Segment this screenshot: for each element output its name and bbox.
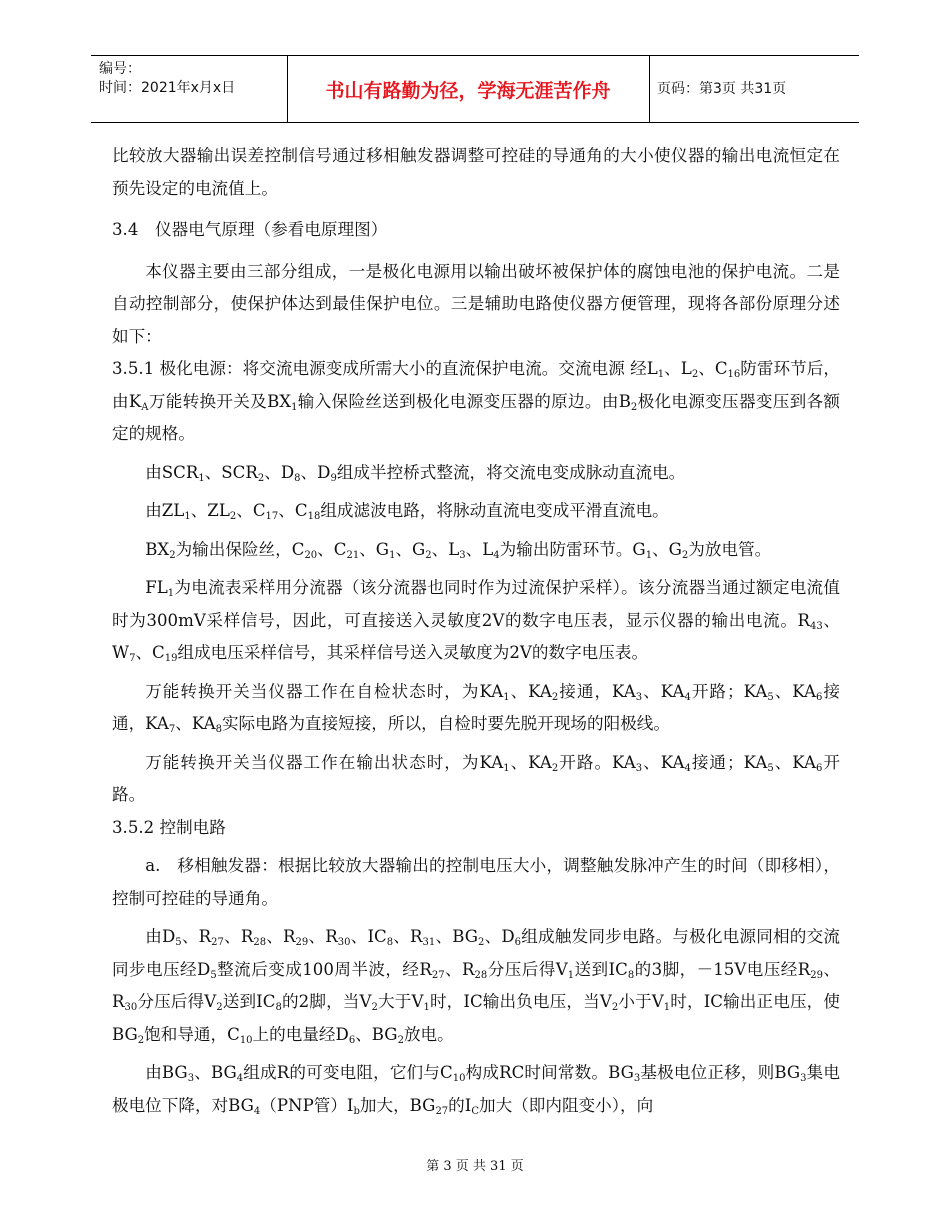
paragraph: 万能转换开关当仪器工作在输出状态时，为$KA_1$、$KA_2$开路。$KA_3$、$KA_4$接通；$KA_5$、$KA_6$开路。 <box>112 752 840 804</box>
paragraph: 本仪器主要由三部分组成，一是极化电源用以输出破坏被保护体的腐蚀电池的保护电流。二是自动控制部分，使保护体达到最佳保护电位。三是辅助电路使仪器方便管理，现将各部份原理分述如下： <box>112 261 840 346</box>
section-heading-3-5-2: 3.5.2 控制电路 <box>112 817 226 837</box>
section-3-5-1: 3.5.1 极化电源：将交流电源变成所需大小的直流保护电流。交流电源 经$L_1$、$L_2$、$C_{16}$防雷环节后，由$K_A$万能转换开关及$BX_1$输入保险丝送到极化电源变压器的原边。由$B_2$极化电源变压器变压到各额定的规格。 <box>112 359 841 443</box>
page-header <box>91 55 859 123</box>
paragraph: 比较放大器输出误差控制信号通过移相触发器调整可控硅的导通角的大小使仪器的输出电流恒定在预先设定的电流值上。 <box>112 146 840 198</box>
section-heading-3-4: 3.4 仪器电气原理（参看电原理图） <box>112 220 388 239</box>
paragraph: 由$D_5$、$R_{27}$、$R_{28}$、$R_{29}$、$R_{30}$、$IC_8$、$R_{31}$、$BG_2$、$D_6$组成触发同步电路。与极化电源同相的交流同步电压经$D_5$整流后变成100周半波，经$R_{27}$、$R_{28}$分压后得$V_1$送到$IC_8$的3脚，－15V电压经$R_{29}$、$R_{30}$分压后得$V_2$送到$IC_8$的2脚，当$V_2$大于$V_1$时，IC输出负电压，当$V_2$小于$V_1$时，IC输出正电压，使$BG_2$饱和导通，$C_{10}$上的电量经$D_6$、$BG_2$放电。 <box>112 927 841 1046</box>
document-body <box>112 140 840 1122</box>
paragraph: 万能转换开关当仪器工作在自检状态时，为$KA_1$、$KA_2$接通，$KA_3$、$KA_4$开路；$KA_5$、$KA_6$接通，$KA_7$、$KA_8$实际电路为直接短接，所以，自检时要先脱开现场的阳极线。 <box>112 681 840 735</box>
date-label: 时间：2021年x月x日 <box>99 80 236 96</box>
header-page-info: 页码：第3页 共31页 <box>657 81 787 97</box>
paragraph: $FL_1$为电流表采样用分流器（该分流器也同时作为过流保护采样）。该分流器当通过额定电流值时为300mV采样信号，因此，可直接送入灵敏度2V的数字电压表，显示仪器的输出电流。$R_{43}$、$W_7$、$C_{19}$组成电压采样信号，其采样信号送入灵敏度为2V的数字电压表。 <box>112 578 840 664</box>
paragraph: a. 移相触发器：根据比较放大器输出的控制电压大小，调整触发脉冲产生的时间（即移相），控制可控硅的导通角。 <box>112 856 840 908</box>
code-label: 编号： <box>99 61 141 77</box>
paragraph: 由$SCR_1$、$SCR_2$、$D_8$、$D_9$组成半控桥式整流，将交流电变成脉动直流电。 <box>145 462 686 484</box>
header-motto: 书山有路勤为径，学海无涯苦作舟 <box>325 80 611 102</box>
paragraph: 由$BG_3$、$BG_4$组成R的可变电阻，它们与$C_{10}$构成RC时间常数。$BG_3$基极电位正移，则$BG_3$集电极电位下降，对$BG_4(PNP$管）$I_b$加大，$BG_{27}$的$I_C$加大（即内阻变小），向 <box>112 1063 840 1117</box>
paragraph: $BX_2$为输出保险丝，$C_{20}$、$C_{21}$、$G_1$、$G_2$、$L_3$、$L_4$为输出防雷环节。$G_1$、$G_2$为放电管。 <box>145 539 772 561</box>
header-meta <box>99 60 289 98</box>
header-divider <box>649 56 650 122</box>
page-footer: 第 3 页 共 31 页 <box>426 1159 524 1174</box>
paragraph: 由$ZL_1$、$ZL_2$、$C_{17}$、$C_{18}$组成滤波电路，将脉动直流电变成平滑直流电。 <box>145 501 669 522</box>
